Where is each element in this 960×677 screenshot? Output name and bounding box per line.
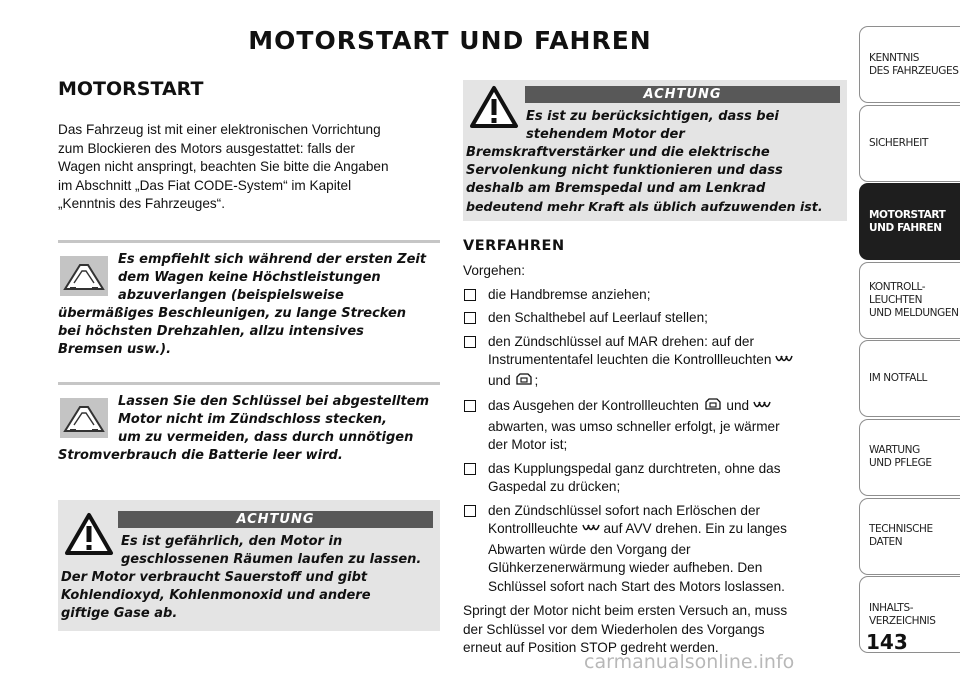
page-title: MOTORSTART UND FAHREN: [248, 26, 652, 55]
note-line: übermäßiges Beschleunigen, zu lange Strecken: [58, 306, 407, 321]
tab-motorstart[interactable]: [859, 183, 960, 260]
step-text: Schlüssel sofort nach Start des Motors loslassen.: [488, 578, 785, 594]
procedure-lead: Vorgehen:: [463, 263, 525, 278]
intro-line: „Kenntnis des Fahrzeuges“.: [58, 196, 225, 211]
tab-kenntnis[interactable]: [859, 26, 960, 103]
checkbox-bullet-icon: [464, 400, 476, 412]
tab-notfall[interactable]: [859, 340, 960, 417]
tab-label: MOTORSTART: [869, 208, 946, 221]
note-line: dem Wagen keine Höchstleistungen: [118, 270, 381, 285]
tab-label: VERZEICHNIS: [869, 614, 936, 627]
step-text: erneut auf Position STOP gedreht werden.: [463, 640, 719, 655]
step-text: den Zündschlüssel auf MAR drehen: auf der: [488, 333, 754, 349]
warning-line: Es ist zu berücksichtigen, dass bei: [526, 109, 779, 124]
note-line: Motor nicht im Zündschloss stecken,: [118, 412, 387, 427]
step-text: auf AVV drehen. Ein zu langes: [603, 521, 787, 536]
step-text: das Kupplungspedal ganz durchtreten, ohne das: [488, 460, 781, 476]
note-line: abzuverlangen (beispielsweise: [118, 288, 344, 303]
tab-label: UND PFLEGE: [869, 457, 932, 470]
warning-line: Bremskraftverstärker und die elektrische: [466, 145, 770, 160]
page-number: 143: [866, 630, 908, 654]
glow-plug-icon: [753, 399, 771, 418]
warning-line: stehendem Motor der: [526, 127, 685, 142]
tab-label: DES FAHRZEUGES: [869, 64, 959, 77]
warning-line: Kohlendioxyd, Kohlenmonoxid und andere: [61, 588, 371, 603]
intro-paragraph: [58, 121, 443, 214]
checkbox-bullet-icon: [464, 289, 476, 301]
note-line: bei höchsten Drehzahlen, allzu intensives: [58, 324, 364, 339]
tab-kontrollleuchten[interactable]: [859, 262, 960, 339]
engine-check-icon: [514, 372, 534, 393]
step-text: Abwarten würde den Vorgang der: [488, 541, 691, 557]
warning-box-1: [58, 500, 440, 631]
warning-line: deshalb am Bremspedal und am Lenkrad: [466, 181, 766, 196]
intro-line: im Abschnitt „Das Fiat CODE-System“ im Kapitel: [58, 177, 352, 193]
warning-label: ACHTUNG: [118, 511, 433, 528]
step-text: Kontrollleuchte: [488, 521, 578, 536]
step-text: den Schalthebel auf Leerlauf stellen;: [488, 310, 708, 325]
glow-plug-icon: [582, 522, 600, 541]
warning-line: giftige Gase ab.: [61, 606, 178, 621]
watermark: carmanualsonline.info: [584, 651, 795, 673]
note-line: Es empfiehlt sich während der ersten Zeit: [118, 252, 427, 267]
warning-line: Der Motor verbraucht Sauerstoff und gibt: [61, 570, 368, 585]
tab-wartung[interactable]: [859, 419, 960, 496]
step-text: und: [726, 398, 750, 413]
tab-label: KONTROLL-: [869, 280, 926, 293]
list-item: [463, 397, 848, 455]
tab-label: UND MELDUNGEN: [869, 306, 959, 319]
engine-check-icon: [703, 397, 723, 418]
tab-label: IM NOTFALL: [869, 372, 927, 385]
tab-label: LEUCHTEN: [869, 293, 923, 306]
warning-box-2: [463, 80, 847, 221]
intro-line: Wagen nicht anspringt, beachten Sie bitte die Angaben: [58, 159, 389, 174]
step-text: ;: [534, 372, 539, 388]
warning-line: geschlossenen Räumen laufen zu lassen.: [121, 552, 422, 567]
tab-label: INHALTS-: [869, 601, 914, 614]
note-rule: [58, 240, 440, 243]
checkbox-bullet-icon: [464, 505, 476, 517]
step-text: abwarten, was umso schneller erfolgt, je wärmer: [488, 418, 780, 434]
step-text: Springt der Motor nicht beim ersten Versuch an, muss: [463, 603, 788, 618]
step-text: das Ausgehen der Kontrollleuchten: [488, 398, 699, 413]
warning-line: Es ist gefährlich, den Motor in: [121, 534, 343, 549]
list-item: [463, 460, 848, 497]
note-line: Stromverbrauch die Batterie leer wird.: [58, 448, 343, 463]
note-line: Bremsen usw.).: [58, 342, 172, 357]
checkbox-bullet-icon: [464, 463, 476, 475]
procedure-title: VERFAHREN: [463, 238, 565, 254]
note-line: um zu vermeiden, dass durch unnötigen: [118, 430, 414, 445]
tab-label: UND FAHREN: [869, 221, 942, 234]
step-text: Instrumententafel leuchten die Kontrollleuchten: [488, 352, 772, 367]
section-title: MOTORSTART: [58, 78, 204, 100]
note-line: Lassen Sie den Schlüssel bei abgestelltem: [118, 394, 430, 409]
step-text: den Zündschlüssel sofort nach Erlöschen der: [488, 502, 761, 518]
chapter-tabs: [859, 26, 960, 655]
intro-line: Das Fahrzeug ist mit einer elektronischen Vorrichtung: [58, 122, 381, 137]
warning-line: bedeutend mehr Kraft als üblich aufzuwenden ist.: [466, 199, 823, 214]
step-text: und: [488, 372, 511, 388]
procedure-note: [463, 602, 848, 658]
step-text: der Motor ist;: [488, 437, 568, 452]
procedure-steps: [463, 262, 848, 658]
note-box-1: [58, 240, 440, 360]
tab-label: SICHERHEIT: [869, 136, 928, 149]
intro-line: zum Blockieren des Motors ausgestattet: falls der: [58, 140, 355, 156]
warning-line: Servolenkung nicht funktionieren und dass: [466, 163, 783, 178]
step-text: die Handbremse anziehen;: [488, 286, 651, 302]
tab-label: WARTUNG: [869, 444, 920, 457]
checkbox-bullet-icon: [464, 336, 476, 348]
list-item: [463, 309, 848, 328]
tab-label: DATEN: [869, 536, 903, 549]
checkbox-bullet-icon: [464, 312, 476, 324]
list-item: [463, 333, 848, 393]
note-box-2: [58, 382, 440, 472]
list-item: [463, 502, 848, 597]
step-text: der Schlüssel vor dem Wiederholen des Vorgangs: [463, 621, 765, 637]
tab-technische-daten[interactable]: [859, 498, 960, 575]
glow-plug-icon: [775, 353, 793, 372]
warning-label: ACHTUNG: [525, 86, 840, 103]
list-item: [463, 286, 848, 305]
note-rule: [58, 382, 440, 385]
step-text: Gaspedal zu drücken;: [488, 479, 621, 494]
tab-label: KENNTNIS: [869, 51, 920, 64]
tab-sicherheit[interactable]: [859, 105, 960, 182]
step-text: Glühkerzenerwärmung wieder aufheben. Den: [488, 560, 763, 575]
tab-label: TECHNISCHE: [869, 523, 933, 536]
